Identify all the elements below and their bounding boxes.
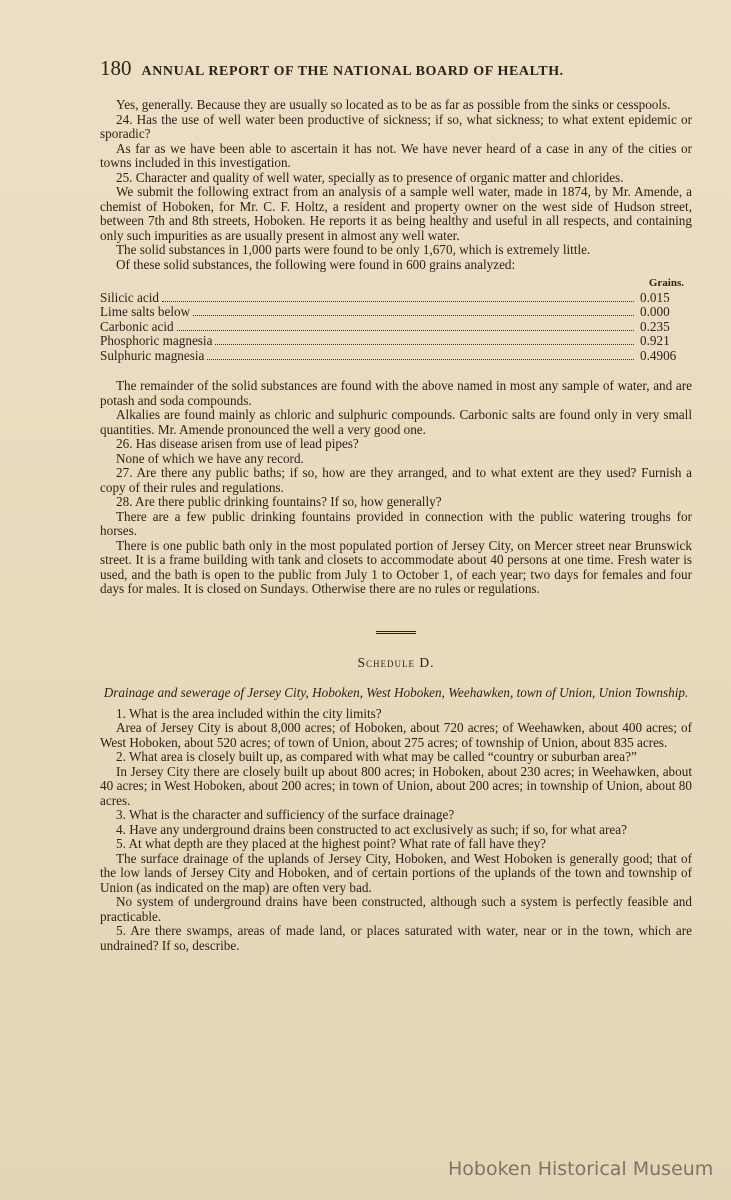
row-value: 0.4906 <box>640 347 677 363</box>
question-27: 27. Are there any public baths; if so, how are they arranged, and to what extent are they used? Furnish a copy of their rules and regulations. <box>100 465 692 495</box>
paragraph: Of these solid substances, the following were found in 600 grains analyzed: <box>116 256 516 272</box>
page-number: 180 <box>100 56 132 80</box>
row-label: Silicic acid <box>100 289 159 305</box>
row-value: 0.000 <box>640 304 670 319</box>
row-value: 0.921 <box>640 333 670 348</box>
question-28: 28. Are there public drinking fountains? If so, how generally? <box>116 494 442 509</box>
paragraph: There is one public bath only in the most populated portion of Jersey City, on Mercer street near Brunswick street. It is a frame building with tank and closets to accommodate about 40 persons at one time. Fresh water is used, and the bath is open to the public from July 1 to October 1, of each year; two days for females and four days for males. It is closed on Sundays. Otherwise there are no rules or regulations. <box>100 537 692 596</box>
dot-leader <box>162 301 634 302</box>
schedule-subtitle: Drainage and sewerage of Jersey City, Hoboken, West Hoboken, Weehawken, town of Union, Union Township. <box>103 685 689 700</box>
question-3: 3. What is the character and sufficiency of the surface drainage? <box>116 807 455 822</box>
row-label: Carbonic acid <box>100 318 174 334</box>
dot-leader <box>177 330 634 331</box>
table-row <box>100 334 692 349</box>
paragraph: The solid substances in 1,000 parts were found to be only 1,670, which is extremely little. <box>116 242 591 257</box>
paragraph: The remainder of the solid substances are found with the above named in most any sample of water, and are potash and soda compounds. <box>100 378 692 408</box>
question-1: 1. What is the area included within the city limits? <box>116 705 382 721</box>
paragraph: Alkalies are found mainly as chloric and sulphuric compounds. Carbonic salts are found only in very small quantities. Mr. Amende pronounced the well a very good one. <box>100 407 692 437</box>
question-25: 25. Character and quality of well water, specially as to presence of organic matter and chlorides. <box>116 169 624 185</box>
question-24: 24. Has the use of well water been productive of sickness; if so, what sickness; to what extent epidemic or sporadic? <box>100 111 692 141</box>
paragraph: Yes, generally. Because they are usually so located as to be as far as possible from the sinks or cesspools. <box>116 97 671 112</box>
row-label: Phosphoric magnesia <box>100 333 213 348</box>
row-value: 0.015 <box>640 289 670 305</box>
question-26: 26. Has disease arisen from use of lead pipes? <box>116 436 359 451</box>
paragraph: Area of Jersey City is about 8,000 acres; of Hoboken, about 720 acres; of Weehawken, about 400 acres; of West Hoboken, about 520 acres; of town of Union, about 275 acres; of township of Union, about 835 acres. <box>100 720 692 750</box>
museum-watermark: Hoboken Historical Museum <box>448 1158 714 1180</box>
question-5b: 5. Are there swamps, areas of made land, or places saturated with water, near or in the town, which are undrained? If so, describe. <box>100 923 692 953</box>
row-label: Lime salts below <box>100 304 191 319</box>
page-header <box>100 56 660 81</box>
dot-leader <box>215 344 634 345</box>
dot-leader <box>193 315 634 316</box>
question-5: 5. At what depth are they placed at the highest point? What rate of fall have they? <box>116 836 547 851</box>
table-row <box>100 291 692 306</box>
paragraph: We submit the following extract from an analysis of a sample well water, made in 1874, by Mr. Amende, a chemist of Hoboken, for Mr. C. F. Holtz, a resident and property owner on the west side of Hudson street, between 7th and 8th streets, Hoboken. He reports it as being healthy and useful in all respects, and containing only such impurities as are usually present in almost any well water. <box>100 184 692 243</box>
section-divider <box>376 631 416 634</box>
dot-leader <box>207 359 634 360</box>
running-title: ANNUAL REPORT OF THE NATIONAL BOARD OF HEALTH. <box>141 64 564 79</box>
row-label: Sulphuric magnesia <box>100 347 205 363</box>
analysis-table <box>100 291 692 364</box>
row-value: 0.235 <box>640 318 670 334</box>
table-unit-header: Grains. <box>648 277 684 289</box>
table-row <box>100 349 692 364</box>
paragraph: There are a few public drinking fountains provided in connection with the public watering troughs for horses. <box>100 508 692 538</box>
schedule-heading: Schedule D. <box>357 654 435 670</box>
table-row <box>100 320 692 335</box>
question-4: 4. Have any underground drains been constructed to act exclusively as such; if so, for what area? <box>116 821 627 837</box>
paragraph: No system of underground drains have been constructed, although such a system is perfectly feasible and practicable. <box>100 894 692 924</box>
question-2: 2. What area is closely built up, as compared with what may be called “country or suburban area?” <box>116 749 637 764</box>
body-text <box>100 98 692 953</box>
paragraph: As far as we have been able to ascertain it has not. We have never heard of a case in any of the cities or towns included in this investigation. <box>100 140 692 170</box>
table-row <box>100 305 692 320</box>
paragraph: The surface drainage of the uplands of Jersey City, Hoboken, and West Hoboken is generally good; that of the low lands of Jersey City and Hoboken, and of certain portions of the uplands of the town and township of Union (as indicated on the map) are often very bad. <box>100 850 692 895</box>
paragraph: In Jersey City there are closely built up about 800 acres; in Hoboken, about 230 acres; in Weehawken, about 40 acres; in West Hoboken, about 200 acres; in town of Union, about 200 acres; in township of Union, about 80 acres. <box>100 763 692 808</box>
paragraph: None of which we have any record. <box>116 450 304 466</box>
